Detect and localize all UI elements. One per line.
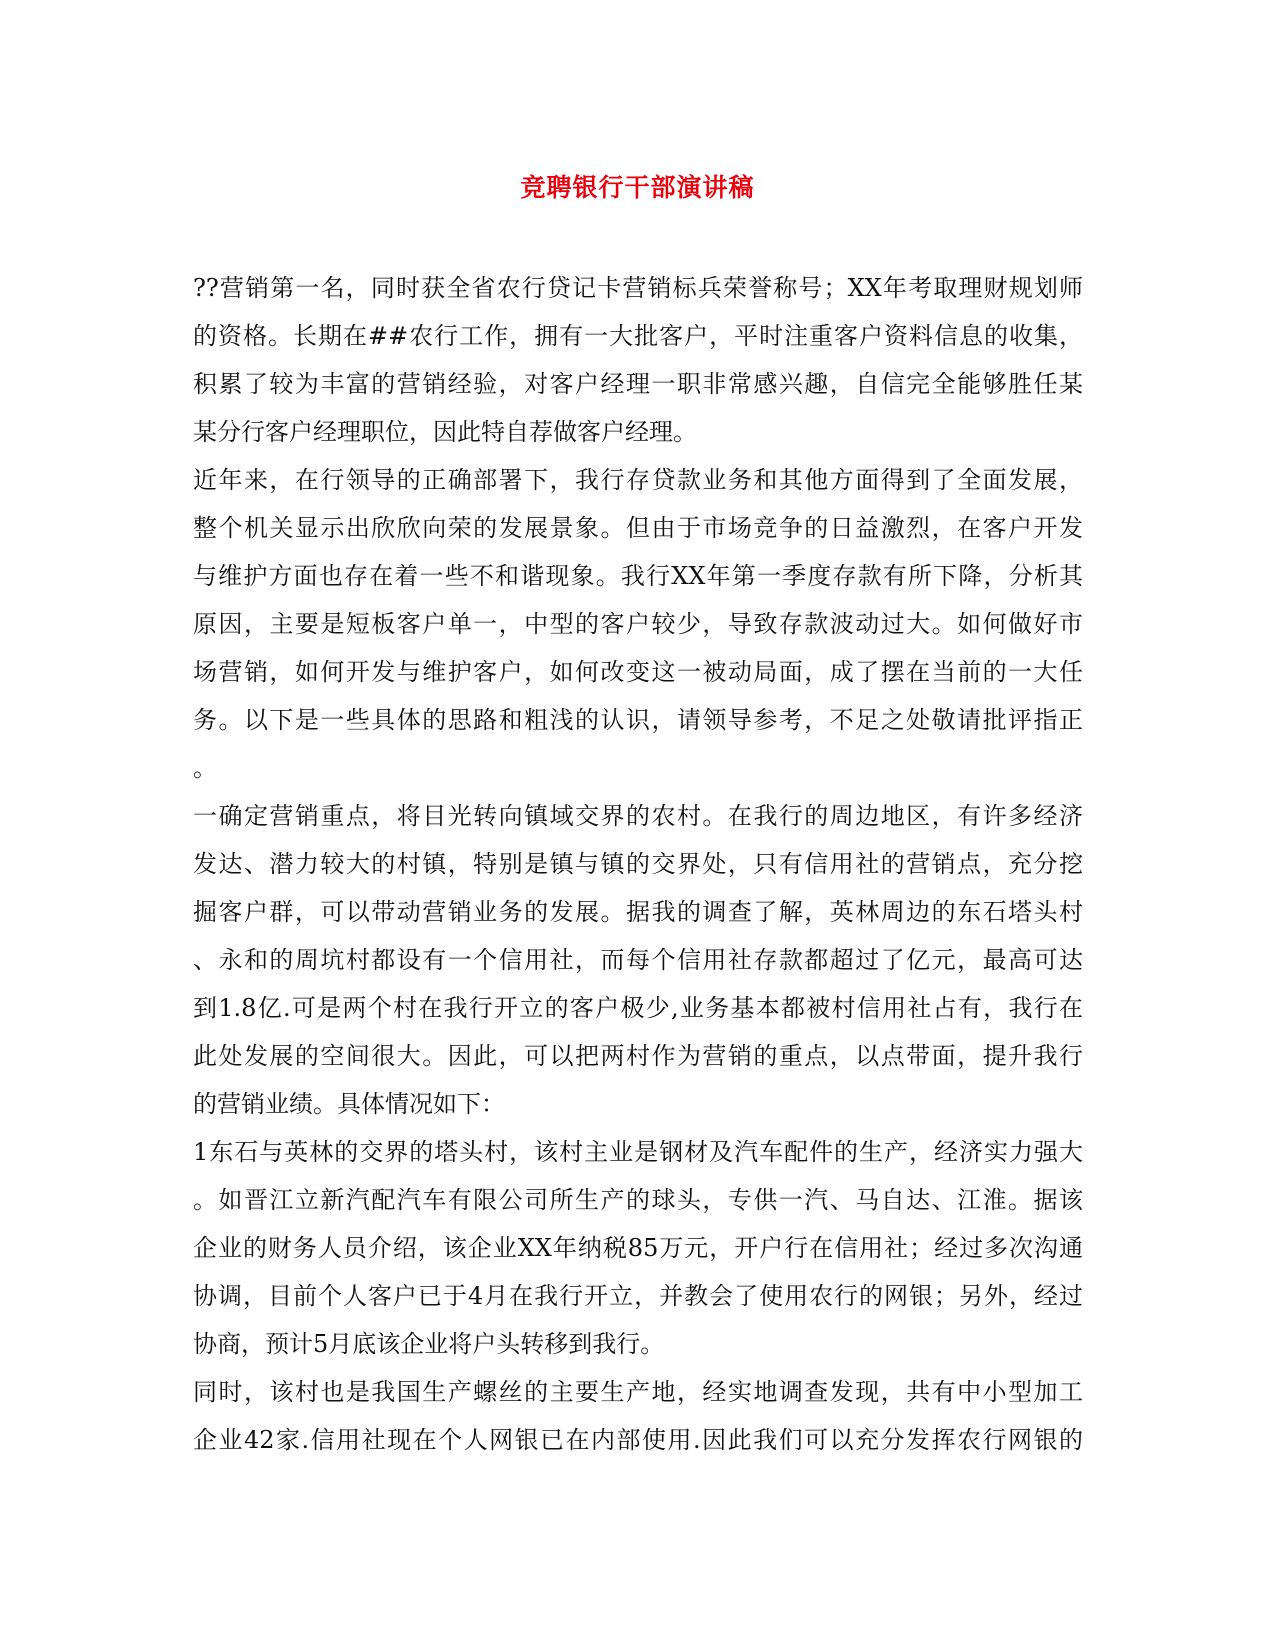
text-line: 一确定营销重点，将目光转向镇域交界的农村。在我行的周边地区，有许多经济 <box>193 802 1083 830</box>
text-line: 协商，预计5月底该企业将户头转移到我行。 <box>193 1330 665 1358</box>
text-line: 企业42家.信用社现在个人网银已在内部使用.因此我们可以充分发挥农行网银的 <box>193 1426 1083 1454</box>
text-line: 积累了较为丰富的营销经验，对客户经理一职非常感兴趣，自信完全能够胜任某 <box>193 370 1083 398</box>
text-line: 企业的财务人员介绍，该企业XX年纳税85万元，开户行在信用社；经过多次沟通 <box>193 1234 1083 1262</box>
text-line: 与维护方面也存在着一些不和谐现象。我行XX年第一季度存款有所下降，分析其 <box>193 562 1083 590</box>
text-line: 发达、潜力较大的村镇，特别是镇与镇的交界处，只有信用社的营销点，充分挖 <box>193 850 1083 878</box>
text-line: 场营销，如何开发与维护客户，如何改变这一被动局面，成了摆在当前的一大任 <box>193 658 1083 686</box>
document-body <box>193 264 1083 1464</box>
text-line: 到1.8亿.可是两个村在我行开立的客户极少,业务基本都被村信用社占有，我行在 <box>193 994 1083 1022</box>
text-line: 。 <box>193 754 217 782</box>
text-line: 同时，该村也是我国生产螺丝的主要生产地，经实地调查发现，共有中小型加工 <box>193 1378 1083 1406</box>
text-line: 的营销业绩。具体情况如下： <box>193 1090 505 1118</box>
text-line: 此处发展的空间很大。因此，可以把两村作为营销的重点，以点带面，提升我行 <box>193 1042 1083 1070</box>
text-line: 1东石与英林的交界的塔头村，该村主业是钢材及汽车配件的生产，经济实力强大 <box>193 1138 1083 1166</box>
text-line: 整个机关显示出欣欣向荣的发展景象。但由于市场竞争的日益激烈，在客户开发 <box>193 514 1083 542</box>
text-line: 某分行客户经理职位，因此特自荐做客户经理。 <box>193 418 697 446</box>
text-line: 协调，目前个人客户已于4月在我行开立，并教会了使用农行的网银；另外，经过 <box>193 1282 1083 1310</box>
text-line: 务。以下是一些具体的思路和粗浅的认识，请领导参考，不足之处敬请批评指正 <box>193 706 1083 734</box>
text-line: 。如晋江立新汽配汽车有限公司所生产的球头，专供一汽、马自达、江淮。据该 <box>193 1186 1083 1214</box>
text-line: 掘客户群，可以带动营销业务的发展。据我的调查了解，英林周边的东石塔头村 <box>193 898 1083 926</box>
text-line: 的资格。长期在##农行工作，拥有一大批客户，平时注重客户资料信息的收集， <box>193 322 1083 350</box>
text-line: ??营销第一名，同时获全省农行贷记卡营销标兵荣誉称号；XX年考取理财规划师 <box>193 274 1083 302</box>
text-line: 、永和的周坑村都设有一个信用社，而每个信用社存款都超过了亿元，最高可达 <box>193 946 1083 974</box>
document-title: 竞聘银行干部演讲稿 <box>520 173 755 202</box>
text-line: 原因，主要是短板客户单一，中型的客户较少，导致存款波动过大。如何做好市 <box>193 610 1083 638</box>
text-line: 近年来，在行领导的正确部署下，我行存贷款业务和其他方面得到了全面发展， <box>193 466 1083 494</box>
